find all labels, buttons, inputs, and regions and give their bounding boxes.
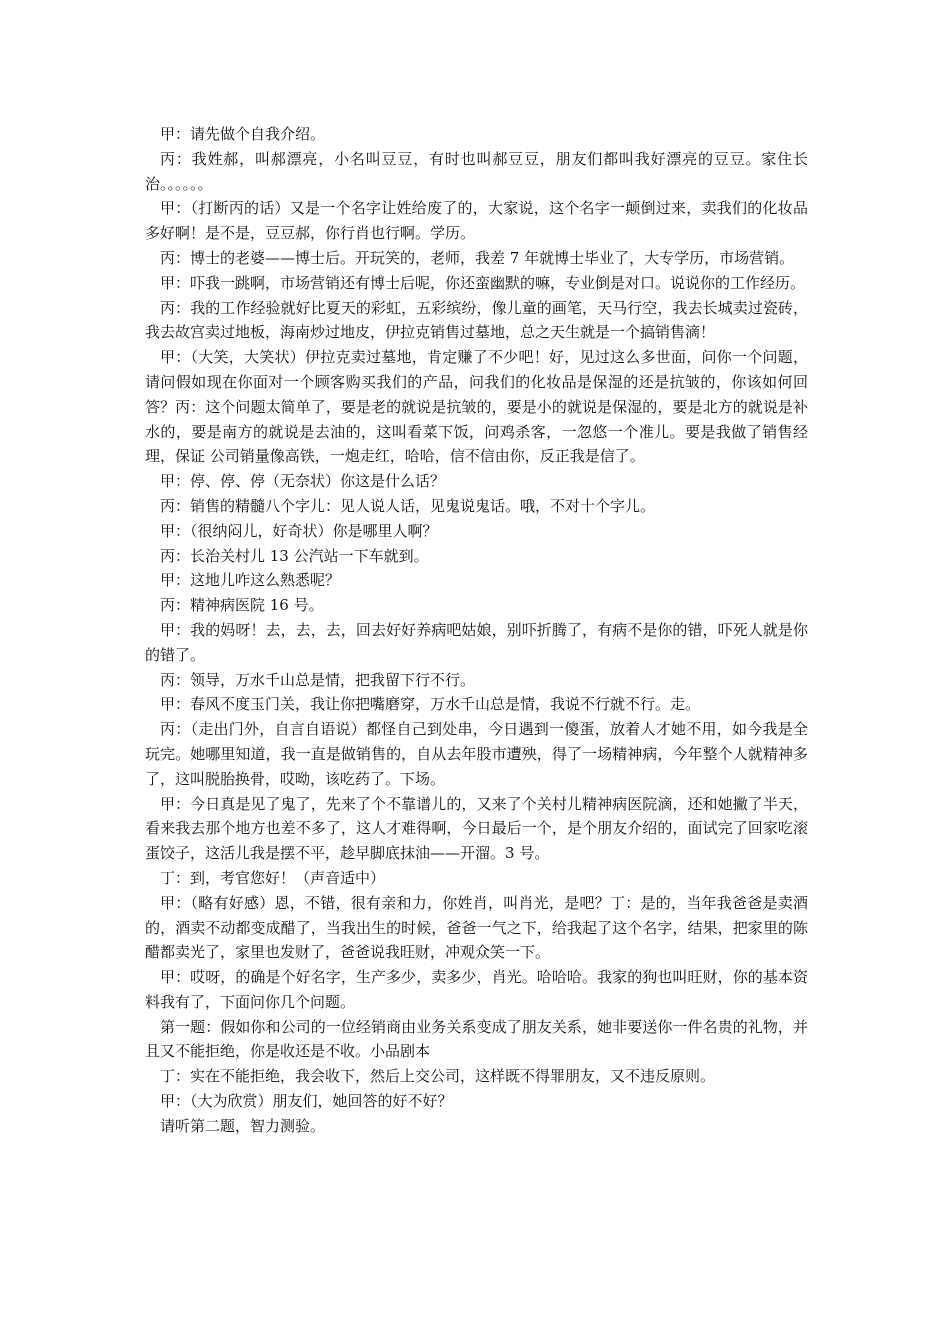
document-body: [145, 122, 808, 1139]
paragraph: 丙：领导，万水千山总是情，把我留下行不行。: [160, 670, 476, 689]
paragraph: 甲：哎呀，的确是个好名字，生产多少，卖多少，肖光。哈哈哈。我家的狗也叫旺财，你的基本资料我有了，下面问你几个问题。: [145, 968, 808, 1011]
paragraph: 甲：（很纳闷儿，好奇状）你是哪里人啊？: [160, 521, 438, 540]
paragraph: 丁：实在不能拒绝，我会收下，然后上交公司，这样既不得罪朋友，又不违反原则。: [160, 1067, 716, 1086]
paragraph: 甲：停、停、停（无奈状）你这是什么话？: [160, 472, 446, 491]
paragraph: 甲：这地儿咋这么熟悉呢？: [160, 571, 341, 590]
paragraph: 请听第二题，智力测验。: [160, 1116, 326, 1135]
paragraph: 甲：（大笑，大笑状）伊拉克卖过墓地，肯定赚了不少吧！好，见过这么多世面，问你一个问题，请问假如现在你面对一个顾客购买我们的产品，问我们的化妆品是保湿的还是抗皱的，你该如何回答？丙：这个问题太简单了，要是老的就说是抗皱的，要是小的就说是保湿的，要是北方的就说是补水的，要是南方的就说是去油的，这叫看菜下饭，问鸡杀客，一忽悠一个准儿。要是我做了销售经理，保证 公司销量像高铁，一炮走红，哈哈，信不信由你，反正我是信了。: [145, 348, 808, 466]
paragraph: 丙：精神病医院 16 号。: [160, 596, 324, 615]
paragraph: 第一题：假如你和公司的一位经销商由业务关系变成了朋友关系，她非要送你一件名贵的礼物，并且又不能拒绝，你是收还是不收。小品剧本: [145, 1017, 808, 1061]
paragraph: 丙：长治关村儿 13 公汽站一下车就到。: [160, 546, 429, 565]
paragraph: 丙：我姓郝，叫郝漂亮，小名叫豆豆，有时也叫郝豆豆，朋友们都叫我好漂亮的豆豆。家住长治。。。。。。: [145, 149, 808, 193]
paragraph: 甲：今日真是见了鬼了，先来了个不靠谱儿的，又来了个关村儿精神病医院滴，还和她撇了半天，看来我去那个地方也差不多了，这人才难得啊，今日最后一个，是个朋友介绍的，面试完了回家吃滚蛋饺子，这活儿我是摆不平，趁早脚底抹油——开溜。3 号。: [145, 794, 808, 863]
paragraph: 甲：（略有好感）恩，不错，很有亲和力，你姓肖，叫肖光，是吧？丁：是的，当年我爸爸是卖酒的，酒卖不动都变成醋了，当我出生的时候，爸爸一气之下，给我起了这个名字，结果，把家里的陈醋都卖光了，家里也发财了，爸爸说我旺财，冲观众笑一下。: [145, 893, 808, 962]
paragraph: 甲：（打断丙的话）又是一个名字让姓给废了的，大家说，这个名字一颠倒过来，卖我们的化妆品多好啊！是不是，豆豆郝，你行肖也行啊。学历。: [145, 199, 808, 243]
paragraph: 丙：销售的精髓八个字儿：见人说人话，见鬼说鬼话。哦，不对十个字儿。: [160, 496, 656, 515]
paragraph: 甲：（大为欣赏）朋友们，她回答的好不好？: [160, 1092, 453, 1111]
paragraph: 丙：博士的老婆——博士后。开玩笑的，老师，我差 7 年就博士毕业了，大专学历，市场营销。: [160, 248, 795, 267]
paragraph: 甲：春风不度玉门关，我让你把嘴磨穿，万水千山总是情，我说不行就不行。走。: [160, 695, 701, 714]
paragraph: 丁：到，考官您好！（声音适中）: [160, 868, 386, 887]
paragraph: 甲：吓我一跳啊，市场营销还有博士后呢，你还蛮幽默的嘛，专业倒是对口。说说你的工作经历。: [160, 273, 806, 292]
paragraph: 丙：（走出门外，自言自语说）都怪自己到处串，今日遇到一傻蛋，放着人才她不用，如今我是全玩完。她哪里知道，我一直是做销售的，自从去年股市遭殃，得了一场精神病，今年整个人就精神多了，这叫脱胎换骨，哎呦，该吃药了。下场。: [145, 720, 808, 788]
paragraph: 丙：我的工作经验就好比夏天的彩虹，五彩缤纷，像儿童的画笔，天马行空，我去长城卖过瓷砖，我去故宫卖过地板，海南炒过地皮，伊拉克销售过墓地，总之天生就是一个搞销售滴！: [145, 298, 808, 342]
paragraph: 甲：请先做个自我介绍。: [160, 125, 326, 143]
paragraph: 甲：我的妈呀！去，去，去，回去好好养病吧姑娘，别吓折腾了，有病不是你的错，吓死人就是你的错了。: [145, 620, 808, 664]
